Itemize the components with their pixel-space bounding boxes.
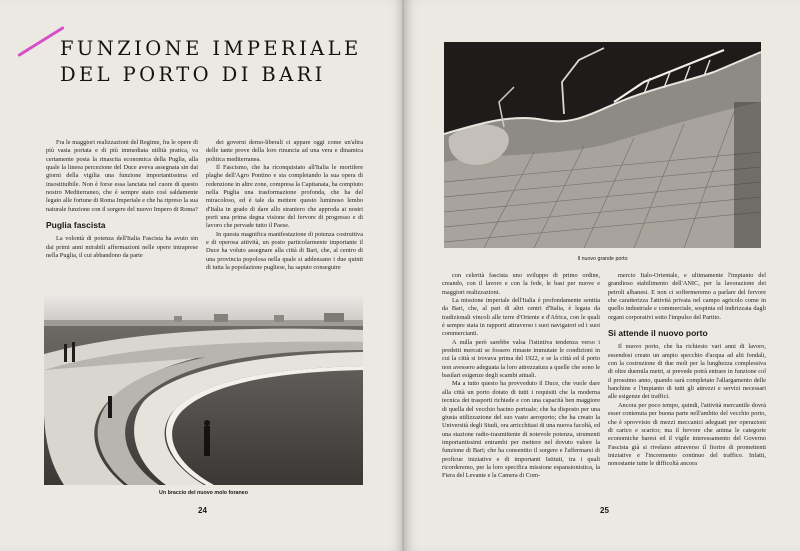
paragraph: Il nuovo porto, che ha richiesto vari anni di lavoro, essendosi creato un ampio specchio d'acqua ad alti fondali, con la costruzione di due moli per la lunghezza complessiva di oltre duemila metri, si prevede potrà entrare in funzione col il prossimo anno, quando sarà completato l'allargamento delle banchine e l'impianto di tutti gli attrezzi e servizi necessari alle esigenze dei traffici. [608,343,766,401]
paragraph: Ancora per poco tempo, quindi, l'attività mercantile dovrà esser contenuta per buona parte nell'ambito del vecchio porto, che è sprovvisto di mezzi meccanici adeguati per operazioni di carico e scarico; ma il fervore che anima le categorie economiche baresi ed il vigile interessamento del Governo Fascista già si rivelano attraverso il fiorire di promettenti iniziative e l'incremento continuo del traffico. Infatti, nonostante tutte le difficoltà ancora [608,401,766,468]
pier-photo [44,296,363,485]
page-number-left: 24 [198,506,207,515]
pier-photo-caption: Un braccio del nuovo molo foraneo [159,490,248,496]
left-column-1 [46,139,198,290]
article-title [60,36,380,88]
paragraph: Il Fascismo, che ha riconquistato all'Italia le mortifere plaghe dell'Agro Pontino e sta completando la sua opera di redenzione in altre zone, compresa la Capitanata, ha compiuto nella Puglia una trasformazione profonda, che ha del miracoloso, ed è tale da mettere questo luminoso lembo d'Italia in grado di dare allo straniero che approda ai nostri porti una prima degna visione del fervore di progresso e di lavoro che pervade tutto il Paese. [206,164,363,230]
title-line-2: DEL PORTO DI BARI [60,63,326,86]
pink-highlighter-mark [17,26,64,57]
paragraph: La volontà di potenza dell'Italia Fascista ha avuto sin dai primi anni mirabili affermazioni nelle opere intraprese nella Puglia, il cui abbandono da parte [46,235,198,260]
paragraph: Ma a tutto questo ha provveduto il Duce, che vuole dare alla città un porto dotato di tutti i requisiti che la moderna tecnica dei trasporti richiede e con una capacità ben maggiore di quella del vecchio bacino portuale; che ha disposto per una giusta utilizzazione del suo vasto aeroporto; che ha creato la Università degli Studi, ora arricchitasi di una nuova facoltà, ed una stazione radio-trasmittente di notevole potenza, strumenti importantissimi entrambi per mettere nel dovuto valore la funzione di Bari; che ha consentito il sorgere e l'affermarsi di proficue iniziative e di importanti Istituti, tra i quali ricorderemo, per la loro specifica missione espansionistica, la Fiera del Levante e la Camera di Com- [442,380,600,480]
right-column-1 [442,272,600,498]
paragraph: Fra le maggiori realizzazioni del Regime, fra le opere di più vasta portata e di più immediata utilità pratica, va certamente posta la rinascita economica della Puglia, alla quale la lineea percezione del Duce aveva assegnata sin dai giorni della vigilia una funzione importantissima ed insostituibile. Non è forse essa lanciata nel cuore di questo nostro Mediterraneo, che è sempre stato così saldamente legato alle fortune di Roma Imperiale e che ha ripreso la sua naturale funzione con il sorgere del nuovo Impero di Roma? [46,139,198,213]
page-number-right: 25 [600,506,609,515]
paragraph: La missione imperiale dell'Italia è profondamente sentita da Bari, che, al pari di altri centri d'Italia, è legata da tradizionali vincoli alle terre d'Oriente e d'Africa, con le quali è sempre stata in rapporti attraverso i suoi navigatori ed i suoi commercianti. [442,297,600,338]
paragraph: In questa magnifica manifestazione di potenza costruttiva e di operosa attività, un posto particolarmente importante il Duce ha voluto assegnare alla città di Bari, che, al centro di una provincia popolosa nella quale si addensano i due quinti di tutta la popolazione pugliese, ha saputo conseguire [206,230,363,272]
pier-image [44,296,363,485]
paragraph: A nulla però sarebbe valsa l'istintiva tendenza verso i predetti mercati se fossero rimaste immutate le condizioni in cui la città si trovava prima del 1922, e se la città ed il porto non avessero adeguata la loro attrezzatura a quelle che sono le basilari esigenze degli scambi attuali. [442,338,600,380]
right-page [404,0,800,551]
paragraph: con celerità fascista uno sviluppo di primo ordine, creando, con il lavoro e con la fede, le basi per nuove e maggiori realizzazioni. [442,272,600,296]
title-line-1: FUNZIONE IMPERIALE [60,37,362,60]
paragraph: dei governi demo-liberali ci appare oggi come un'altra delle tante prove della loro rinuncia ad una vera e dinamica politica mediterranea. [206,139,363,163]
right-column-2 [608,272,766,498]
section-heading-puglia-fascista: Puglia fascista [46,220,106,231]
aerial-port-image [444,42,761,248]
aerial-photo-caption: Il nuovo grande porto [577,256,628,262]
paragraph: mercio Italo-Orientale, e ultimamente l'impianto del grandioso stabilimento dell'ANIC, per la lavorazione dei petroli albanesi. E non ci soffermeremo a parlare del fervore che caratterizza l'attività privata nel campo agricolo come in quello industriale e commerciale, sospinta ed indirizzata dagli organi corporativi sotto l'impulso del Partito. [608,272,766,321]
section-heading-nuovo-porto: Si attende il nuovo porto [608,328,708,339]
left-column-2 [206,139,363,290]
aerial-port-photo [444,42,761,248]
